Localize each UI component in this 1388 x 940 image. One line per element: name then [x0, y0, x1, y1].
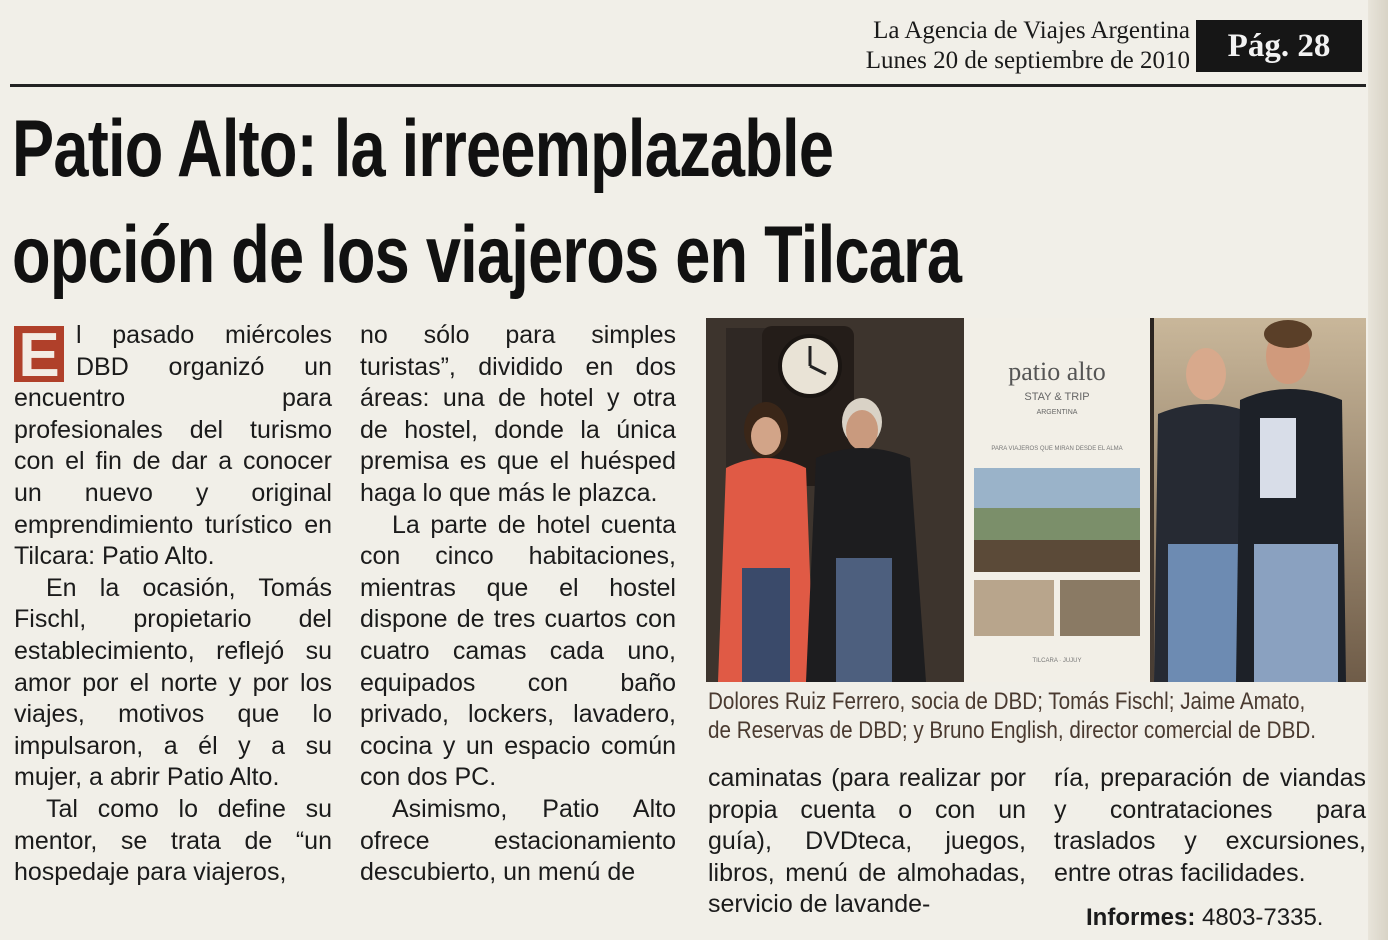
- drop-cap: E: [14, 326, 64, 382]
- paragraph-2: En la ocasión, Tomás Fischl, propietario del establecimiento, reflejó su amor por el norte y por los viajes, motivos que lo impulsaron, a él y a su mujer, a abrir Patio Alto.: [14, 573, 332, 792]
- header-rule: [10, 84, 1366, 87]
- banner-country: ARGENTINA: [1036, 409, 1078, 416]
- headline-line-1: Patio Alto: la irreemplazable: [12, 104, 834, 194]
- headline-line-2: opción de los viajeros en Tilcara: [12, 210, 962, 300]
- caption-line-2: de Reservas de DBD; y Bruno English, director comercial de DBD.: [708, 717, 1316, 744]
- paragraph-4: no sólo para simples turistas”, dividido en dos áreas: una de hotel y otra de hostel, donde la única premisa es que el huésped haga lo que más le plazca.: [360, 321, 676, 507]
- banner-brand: patio alto: [1008, 357, 1106, 386]
- article-column-3: [708, 763, 1026, 921]
- article-column-1: [14, 320, 332, 889]
- contact-line: [1086, 903, 1323, 933]
- patio-alto-banner: [964, 318, 1150, 682]
- paragraph-7: caminatas (para realizar por propia cuenta o con un guía), DVDteca, juegos, libros, menú de almohadas, servicio de lavande-: [708, 764, 1026, 919]
- banner-tagline: PARA VIAJEROS QUE MIRAN DESDE EL ALMA: [991, 446, 1123, 452]
- publication-name: La Agencia de Viajes Argentina: [873, 17, 1190, 44]
- contact-label: Informes:: [1086, 904, 1196, 931]
- page-edge: [1368, 0, 1388, 940]
- photo-caption: [708, 687, 1316, 745]
- banner-footer: TILCARA · JUJUY: [1032, 658, 1082, 664]
- masthead: [810, 16, 1190, 76]
- article-column-4: [1054, 763, 1366, 889]
- paragraph-8: ría, preparación de viandas y contrataciones para traslados y excursiones, entre otras facilidades.: [1054, 764, 1366, 887]
- banner-sub: STAY & TRIP: [1024, 391, 1090, 403]
- paragraph-3: Tal como lo define su mentor, se trata de “un hospedaje para viajeros,: [14, 794, 332, 887]
- paragraph-6: Asimismo, Patio Alto ofrece estacionamiento descubierto, un menú de: [360, 794, 676, 887]
- issue-date: Lunes 20 de septiembre de 2010: [865, 47, 1190, 74]
- paragraph-5: La parte de hotel cuenta con cinco habitaciones, mientras que el hostel dispone de tres cuartos con cuatro camas cada uno, equipados con baño privado, lockers, lavadero, cocina y un espacio común con dos PC.: [360, 510, 676, 792]
- paragraph-1: E l pasado miércoles DBD organizó un encuentro para profesionales del turismo con el fin de dar a conocer un nuevo y original emprendimiento turístico en Tilcara: Patio Alto.: [14, 321, 332, 571]
- caption-line-1: Dolores Ruiz Ferrero, socia de DBD; Tomás Fischl; Jaime Amato,: [708, 688, 1306, 715]
- page-number-box: Pág. 28: [1196, 20, 1362, 72]
- article-column-2: [360, 320, 676, 889]
- event-photo: [706, 318, 1366, 682]
- contact-phone: 4803-7335.: [1202, 904, 1324, 931]
- headline: [12, 96, 1073, 308]
